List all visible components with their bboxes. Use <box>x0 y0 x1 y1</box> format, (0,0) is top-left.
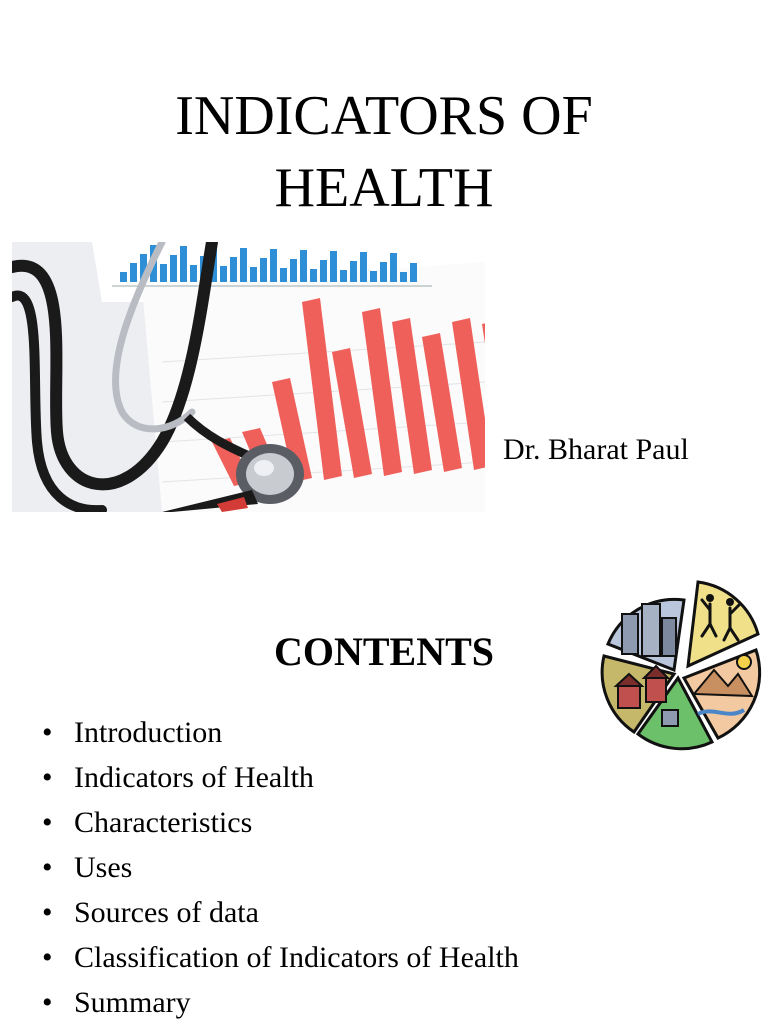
author-name: Dr. Bharat Paul <box>503 433 689 466</box>
hero-blue-bar <box>370 271 377 282</box>
hero-blue-bar <box>180 246 187 282</box>
hero-blue-bar <box>220 266 227 282</box>
stethoscope-chart-image <box>12 242 485 512</box>
hero-blue-bar <box>360 252 367 282</box>
hero-blue-bar <box>170 255 177 282</box>
hero-blue-bar <box>240 248 247 282</box>
contents-list <box>40 710 519 1024</box>
hero-blue-bar <box>410 263 417 282</box>
hero-blue-bar <box>160 264 167 282</box>
hero-blue-bar <box>320 260 327 282</box>
list-item: • Introduction <box>40 710 519 755</box>
hero-blue-bar <box>380 262 387 282</box>
community-pie-icon <box>598 574 762 754</box>
list-item: • Uses <box>40 845 519 890</box>
hero-blue-bar <box>260 258 267 282</box>
hero-blue-bar <box>310 269 317 282</box>
title-line-2: HEALTH <box>274 157 494 219</box>
list-item: • Characteristics <box>40 800 519 845</box>
hero-blue-bar <box>270 249 277 282</box>
list-item: • Sources of data <box>40 890 519 935</box>
list-item: • Summary <box>40 980 519 1024</box>
list-item: • Classification of Indicators of Health <box>40 935 519 980</box>
hero-blue-bar <box>400 272 407 282</box>
hero-blue-bar <box>280 268 287 282</box>
list-item: • Indicators of Health <box>40 755 519 800</box>
hero-blue-bar <box>330 251 337 282</box>
hero-blue-bar <box>390 253 397 282</box>
hero-blue-bar <box>350 261 357 282</box>
hero-blue-bar <box>120 272 127 282</box>
hero-blue-bar <box>130 263 137 282</box>
hero-blue-bar <box>190 265 197 282</box>
slide-title <box>0 80 768 224</box>
title-line-1: INDICATORS OF <box>175 85 593 147</box>
hero-blue-bar <box>340 270 347 282</box>
hero-blue-bar <box>290 259 297 282</box>
contents-heading: CONTENTS <box>273 629 495 674</box>
hero-blue-bar <box>230 257 237 282</box>
hero-blue-bar <box>300 250 307 282</box>
hero-blue-bar <box>250 267 257 282</box>
contents-slide <box>0 560 768 1024</box>
